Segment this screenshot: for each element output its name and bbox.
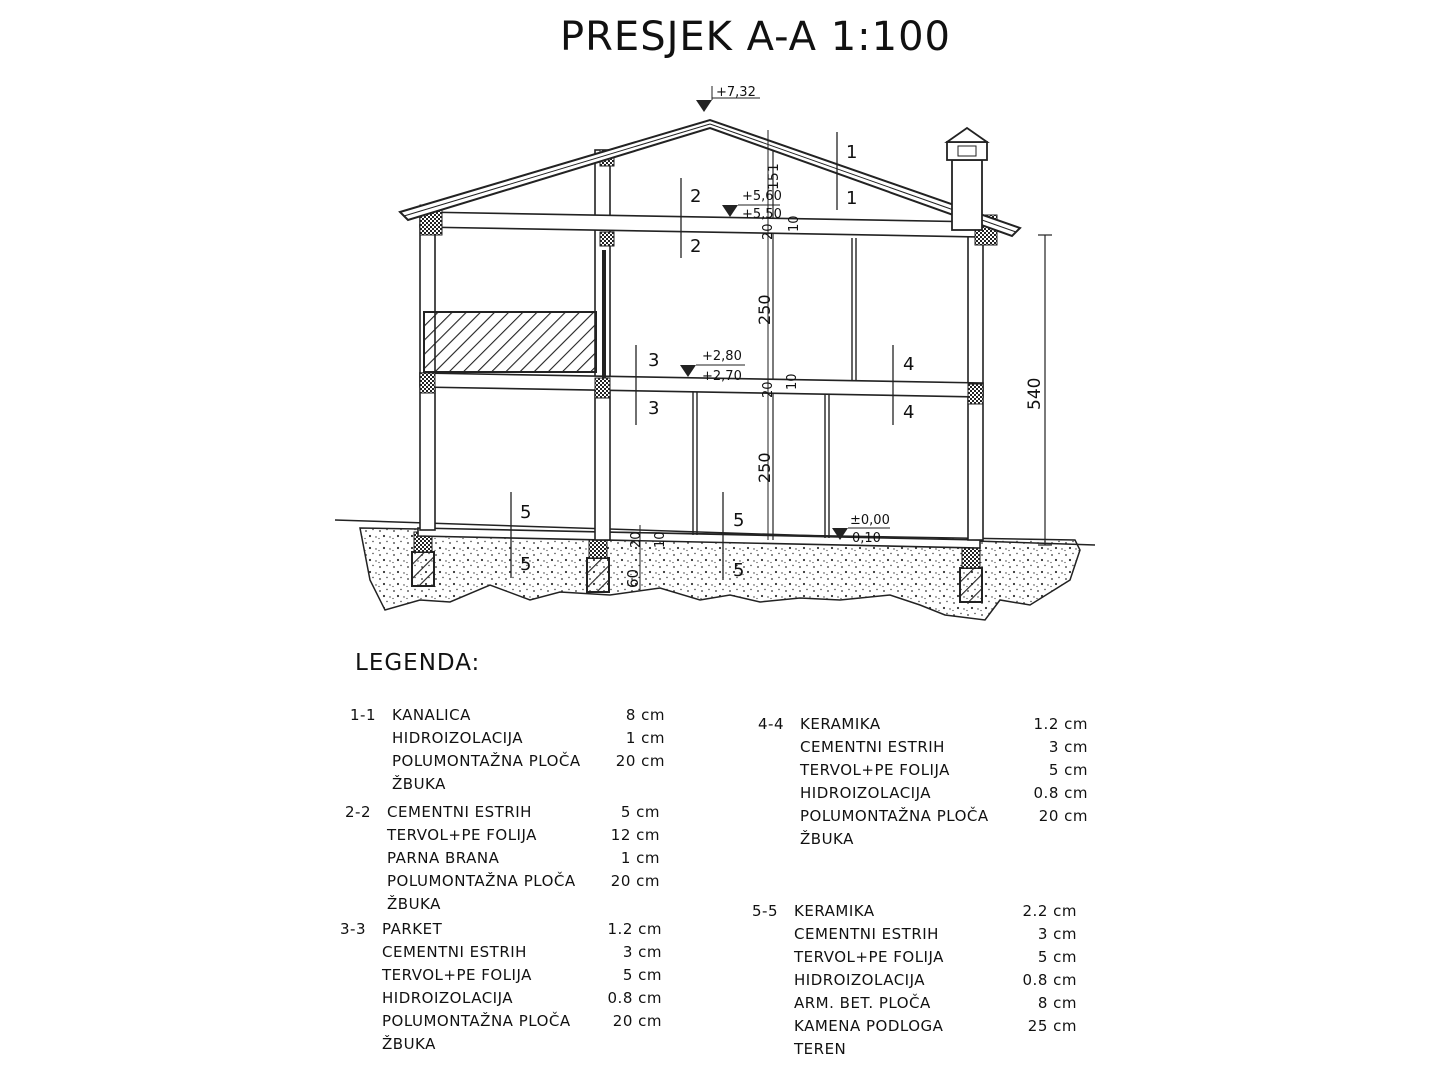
legend-layer-name: PARKET xyxy=(382,920,443,938)
legend-layer-name: CEMENTNI ESTRIH xyxy=(794,925,939,943)
legend-layer-name: KERAMIKA xyxy=(794,902,875,920)
ring-beam xyxy=(968,384,983,404)
dimension-label: 20 xyxy=(761,223,776,240)
chimney xyxy=(952,160,982,230)
footing-middle xyxy=(589,538,607,558)
elevation-label: +5,60 xyxy=(742,189,782,204)
dimension-label: 10 xyxy=(785,373,800,390)
legend-layer-name: CEMENTNI ESTRIH xyxy=(387,803,532,821)
legend-layer-value: 1.2 cm xyxy=(607,920,662,938)
legend-code: 1-1 xyxy=(350,706,376,724)
legend-layer-name: TERVOL+PE FOLIJA xyxy=(387,826,537,844)
elevation-label: +7,32 xyxy=(716,85,756,100)
section-label-1: 1 xyxy=(846,188,858,209)
legend-layer-value: 8 cm xyxy=(625,706,665,724)
legend-layer-value: 5 cm xyxy=(1048,761,1088,779)
ring-beam xyxy=(595,378,610,398)
section-label-3: 3 xyxy=(648,398,660,419)
legend-layer-value: 20 cm xyxy=(612,1012,662,1030)
elevation-label: +5,50 xyxy=(742,207,782,222)
elevation-label: +2,80 xyxy=(702,349,742,364)
foundation-right xyxy=(960,568,982,602)
legend-layer-name: POLUMONTAŽNA PLOČA xyxy=(382,1012,571,1030)
legend-layer-value: 5 cm xyxy=(1037,948,1077,966)
legend-layer-name: ARM. BET. PLOČA xyxy=(794,994,931,1012)
legend-code: 5-5 xyxy=(752,902,778,920)
legend-layer-name: ŽBUKA xyxy=(382,1035,436,1053)
legend-layer-name: KERAMIKA xyxy=(800,715,881,733)
legend-layer-value: 25 cm xyxy=(1027,1017,1077,1035)
legend-layer-name: CEMENTNI ESTRIH xyxy=(800,738,945,756)
footing-right xyxy=(962,548,980,568)
legend-layer-value: 1.2 cm xyxy=(1033,715,1088,733)
legend-layer-name: TERVOL+PE FOLIJA xyxy=(382,966,532,984)
legend-layer-name: ŽBUKA xyxy=(800,830,854,848)
legend-layer-value: 8 cm xyxy=(1037,994,1077,1012)
legend-layer-name: HIDROIZOLACIJA xyxy=(800,784,932,802)
legend-layer-name: HIDROIZOLACIJA xyxy=(794,971,926,989)
legend-layer-name: ŽBUKA xyxy=(392,775,446,793)
dimension-label: 60 xyxy=(624,568,642,588)
legend-layer-name: TEREN xyxy=(794,1040,847,1058)
foundation-middle xyxy=(587,558,609,592)
dimension-label: 250 xyxy=(755,294,774,325)
legend-layer-name: PARNA BRANA xyxy=(387,849,500,867)
elevation-label: ±0,00 xyxy=(850,513,890,528)
dimension-label: 10 xyxy=(787,215,802,232)
level-marker-middle xyxy=(680,365,696,377)
section-label-2: 2 xyxy=(690,186,702,207)
chimney-hood xyxy=(947,128,987,142)
legend-layer-name: KAMENA PODLOGA xyxy=(794,1017,944,1035)
legend-layer-name: TERVOL+PE FOLIJA xyxy=(794,948,944,966)
legend-layer-value: 20 cm xyxy=(1038,807,1088,825)
roof-tiles-line xyxy=(404,124,710,216)
legend-layer-value: 3 cm xyxy=(622,943,662,961)
legend-layer-value: 1 cm xyxy=(625,729,665,747)
foundation-left xyxy=(412,552,434,586)
legend-layer-value: 3 cm xyxy=(1037,925,1077,943)
level-marker-top xyxy=(696,100,712,112)
legend-layer-value: 0.8 cm xyxy=(1033,784,1088,802)
section-label-4: 4 xyxy=(903,402,915,423)
legend-layer-value: 5 cm xyxy=(620,803,660,821)
legend-code: 4-4 xyxy=(758,715,784,733)
legend-layer-name: TERVOL+PE FOLIJA xyxy=(800,761,950,779)
legend-layer-value: 20 cm xyxy=(610,872,660,890)
section-label-4: 4 xyxy=(903,354,915,375)
legend-title: LEGENDA: xyxy=(355,650,481,676)
elevation-label: +2,70 xyxy=(702,369,742,384)
chimney-opening xyxy=(958,146,976,156)
legend-layer-name: HIDROIZOLACIJA xyxy=(382,989,514,1007)
legend-layer-name: HIDROIZOLACIJA xyxy=(392,729,524,747)
legend-layer-name: POLUMONTAŽNA PLOČA xyxy=(800,807,989,825)
legend-layer-name: POLUMONTAŽNA PLOČA xyxy=(387,872,576,890)
legend-layer-value: 5 cm xyxy=(622,966,662,984)
ring-beam xyxy=(420,373,435,393)
elevation-label: 0,10 xyxy=(852,531,881,546)
section-label-5: 5 xyxy=(520,554,532,575)
legend-layer-value: 20 cm xyxy=(615,752,665,770)
dimension-label: 540 xyxy=(1025,377,1045,410)
ring-beam xyxy=(600,232,614,246)
dimension-label: 20 xyxy=(629,531,644,548)
legend-layer-name: KANALICA xyxy=(392,706,471,724)
legend-layer-name: CEMENTNI ESTRIH xyxy=(382,943,527,961)
legend-layer-value: 3 cm xyxy=(1048,738,1088,756)
page-title: PRESJEK A-A 1:100 xyxy=(560,14,951,60)
dimension-label: 151 xyxy=(766,163,782,190)
dimension-label: 20 xyxy=(761,381,776,398)
section-label-1: 1 xyxy=(846,142,858,163)
legend-layer-value: 1 cm xyxy=(620,849,660,867)
legend-code: 2-2 xyxy=(345,803,371,821)
section-label-5: 5 xyxy=(520,502,532,523)
section-label-3: 3 xyxy=(648,350,660,371)
section-label-2: 2 xyxy=(690,236,702,257)
section-label-5: 5 xyxy=(733,560,745,581)
legend-layer-value: 12 cm xyxy=(610,826,660,844)
legend-layer-name: ŽBUKA xyxy=(387,895,441,913)
legend-layer-value: 2.2 cm xyxy=(1022,902,1077,920)
legend-layer-value: 0.8 cm xyxy=(607,989,662,1007)
legend-code: 3-3 xyxy=(340,920,366,938)
legend-layer-name: POLUMONTAŽNA PLOČA xyxy=(392,752,581,770)
level-marker-upper xyxy=(722,205,738,217)
dimension-label: 10 xyxy=(653,531,668,548)
section-label-5: 5 xyxy=(733,510,745,531)
attic-slab xyxy=(420,212,983,237)
legend-layer-value: 0.8 cm xyxy=(1022,971,1077,989)
dimension-label: 250 xyxy=(755,452,774,483)
balcony-railing xyxy=(424,312,596,372)
